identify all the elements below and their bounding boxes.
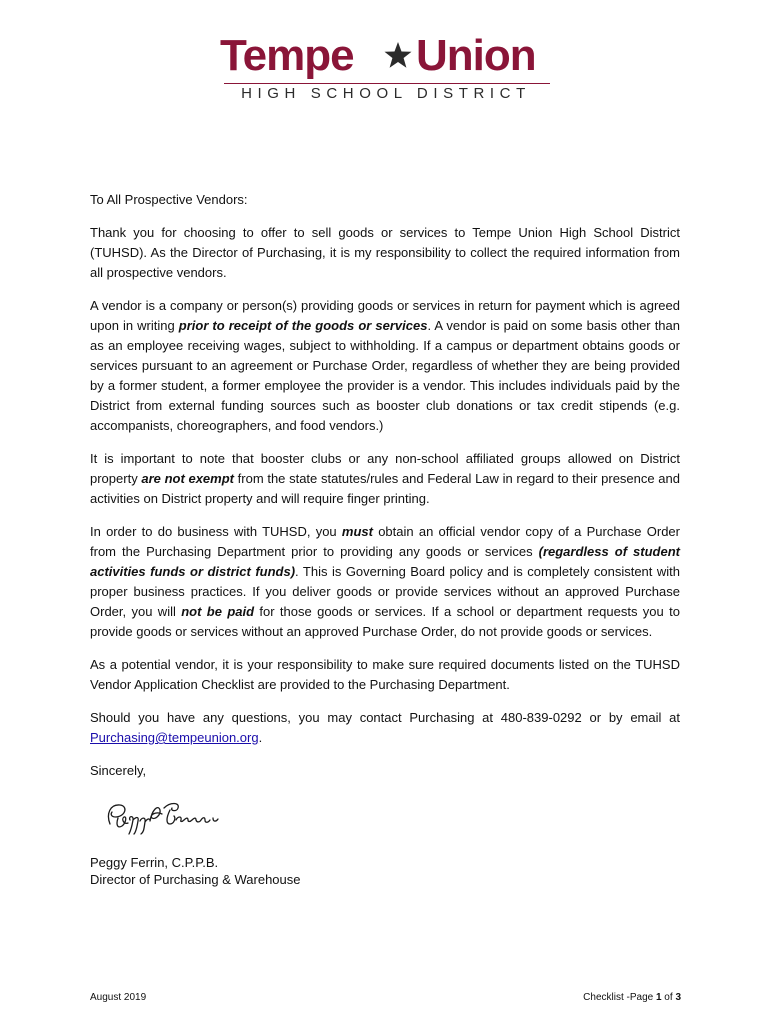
logo-word-tempe: Tempe — [220, 31, 354, 80]
paragraph-purchase-order — [90, 522, 680, 642]
emphasis-text: not be paid — [181, 604, 255, 619]
letter-body — [90, 190, 680, 794]
paragraph-checklist: As a potential vendor, it is your responsibility to make sure required documents listed on the TUHSD Vendor Application Checklist are provided to the Purchasing Department. — [90, 657, 680, 692]
text-run: In order to do business with TUHSD, you — [90, 524, 342, 539]
text-run: Should you have any questions, you may contact Purchasing at 480-839-0292 or by email at — [90, 710, 680, 725]
emphasis-text: prior to receipt of the goods or services — [178, 318, 428, 333]
footer-date: August 2019 — [90, 992, 147, 1003]
page-prefix: Checklist -Page — [583, 992, 656, 1003]
text-run: . A vendor is paid on some basis other than as an employee receiving wages, subject to withholding. If a campus or department obtains goods or services pursuant to an agreement or Purchase Order, regardless of whether they are being provided by a former student, a former employee the provider is a vendor. This includes individuals paid by the District from external funding sources such as booster club donations or tax credit stipends (e.g. accompanists, choreographers, and food vendors.) — [90, 318, 680, 433]
emphasis-text: are not exempt — [141, 471, 234, 486]
emphasis-text: must — [341, 524, 373, 539]
text-run: It is important to note that booster clubs or any non-school affiliated groups allowed on District property — [90, 451, 680, 486]
text-run: A vendor is a company or person(s) providing goods or services in return for payment which is agreed upon in writing — [90, 298, 680, 333]
logo-subtitle: HIGH SCHOOL DISTRICT — [241, 85, 531, 102]
closing: Sincerely, — [90, 763, 147, 778]
paragraph-vendor-definition — [90, 296, 680, 436]
star-icon — [382, 39, 414, 71]
district-logo — [218, 32, 554, 104]
paragraph-contact — [90, 708, 680, 748]
paragraph-booster-clubs — [90, 449, 680, 509]
paragraph-thanks: Thank you for choosing to offer to sell goods or services to Tempe Union High School District (TUHSD). As the Director of Purchasing, it is my responsibility to collect the required information from all prospective vendors. — [90, 225, 680, 280]
logo-word-union: Union — [416, 31, 536, 80]
signer-name: Peggy Ferrin, C.P.P.B. — [90, 855, 219, 870]
text-run: . — [258, 730, 263, 745]
page-total: 3 — [675, 992, 681, 1003]
page-current: 1 — [655, 992, 662, 1003]
greeting: To All Prospective Vendors: — [90, 192, 248, 207]
handwritten-signature — [100, 796, 230, 836]
signer-title: Director of Purchasing & Warehouse — [90, 872, 301, 887]
text-run: from the state statutes/rules and Federal Law in regard to their presence and activities on District property and will require finger printing. — [90, 471, 680, 506]
page-of: of — [661, 992, 676, 1003]
text-run: for those goods or services. If a school or department requests you to provide goods or services without an approved Purchase Order, do not provide goods or services. — [90, 604, 680, 639]
email-link[interactable]: Purchasing@tempeunion.org — [90, 730, 259, 745]
text-run: obtain an official vendor copy of a Purchase Order from the Purchasing Department prior to providing any goods or services — [90, 524, 680, 559]
footer-page-number — [560, 991, 681, 1005]
text-run: . This is Governing Board policy and is completely consistent with proper business practices. If you deliver goods or provide services without an approved Purchase Order, you will — [90, 564, 680, 619]
emphasis-text: (regardless of student activities funds or district funds) — [90, 544, 680, 579]
